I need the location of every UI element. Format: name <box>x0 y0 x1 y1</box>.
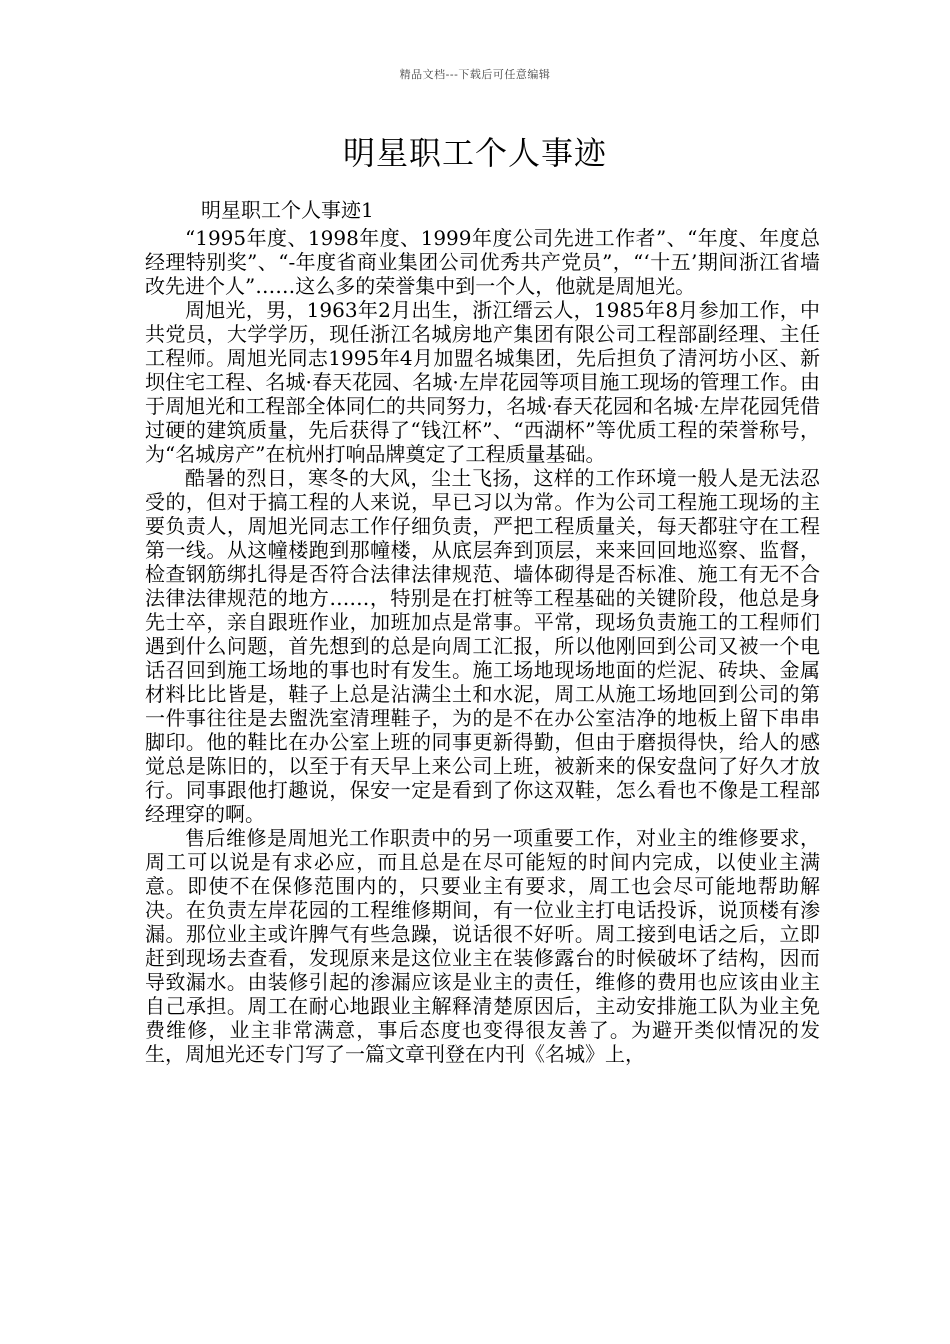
paragraph-honors: “1995年度、1998年度、1999年度公司先进工作者”、“年度、年度总经理特别奖”、“-年度省商业集团公司优秀共产党员”，“‘十五’期间浙江省墙改先进个人”……这么多的荣誉集中到一个人，他就是周旭光。 <box>145 226 820 298</box>
paragraph-biography: 周旭光，男，1963年2月出生，浙江缙云人，1985年8月参加工作，中共党员，大学学历，现任浙江名城房地产集团有限公司工程部副经理、主任工程师。周旭光同志1995年4月加盟名城集团，先后担负了清河坊小区、新坝住宅工程、名城·春天花园、名城·左岸花园等项目施工现场的管理工作。由于周旭光和工程部全体同仁的共同努力，名城·春天花园和名城·左岸花园凭借过硬的建筑质量，先后获得了“钱江杯”、“西湖杯”等优质工程的荣誉称号，为“名城房产”在杭州打响品牌奠定了工程质量基础。 <box>145 298 820 466</box>
paragraph-after-sales: 售后维修是周旭光工作职责中的另一项重要工作，对业主的维修要求，周工可以说是有求必应，而且总是在尽可能短的时间内完成，以使业主满意。即使不在保修范围内的，只要业主有要求，周工也会尽可能地帮助解决。在负责左岸花园的工程维修期间，有一位业主打电话投诉，说顶楼有渗漏。那位业主或许脾气有些急躁，说话很不好听。周工接到电话之后，立即赶到现场去查看，发现原来是这位业主在装修露台的时候破坏了结构，因而导致漏水。由装修引起的渗漏应该是业主的责任，维修的费用也应该由业主自己承担。周工在耐心地跟业主解释清楚原因后，主动安排施工队为业主免费维修，业主非常满意，事后态度也变得很友善了。为避开类似情况的发生，周旭光还专门写了一篇文章刊登在内刊《名城》上， <box>145 826 820 1066</box>
header-note: 精品文档---下载后可任意编辑 <box>399 68 551 81</box>
paragraph-site-work: 酷暑的烈日，寒冬的大风，尘土飞扬，这样的工作环境一般人是无法忍受的，但对于搞工程的人来说，早已习以为常。作为公司工程施工现场的主要负责人，周旭光同志工作仔细负责，严把工程质量关，每天都驻守在工程第一线。从这幢楼跑到那幢楼，从底层奔到顶层，来来回回地巡察、监督，检查钢筋绑扎得是否符合法律法律规范、墙体砌得是否标准、施工有无不合法律法律规范的地方……，特别是在打桩等工程基础的关键阶段，他总是身先士卒，亲自跟班作业，加班加点是常事。平常，现场负责施工的工程师们遇到什么问题，首先想到的总是向周工汇报，所以他刚回到公司又被一个电话召回到施工场地的事也时有发生。施工场地现场地面的烂泥、砖块、金属材料比比皆是，鞋子上总是沾满尘土和水泥，周工从施工场地回到公司的第一件事往往是去盥洗室清理鞋子，为的是不在办公室洁净的地板上留下串串脚印。他的鞋比在办公室上班的同事更新得勤，但由于磨损得快，给人的感觉总是陈旧的，以至于有天早上来公司上班，被新来的保安盘问了好久才放行。同事跟他打趣说，保安一定是看到了你这双鞋，怎么看也不像是工程部经理穿的啊。 <box>145 466 820 826</box>
section-subtitle: 明星职工个人事迹1 <box>201 198 374 222</box>
page-title: 明星职工个人事迹 <box>342 134 607 172</box>
document-body <box>145 198 820 1066</box>
